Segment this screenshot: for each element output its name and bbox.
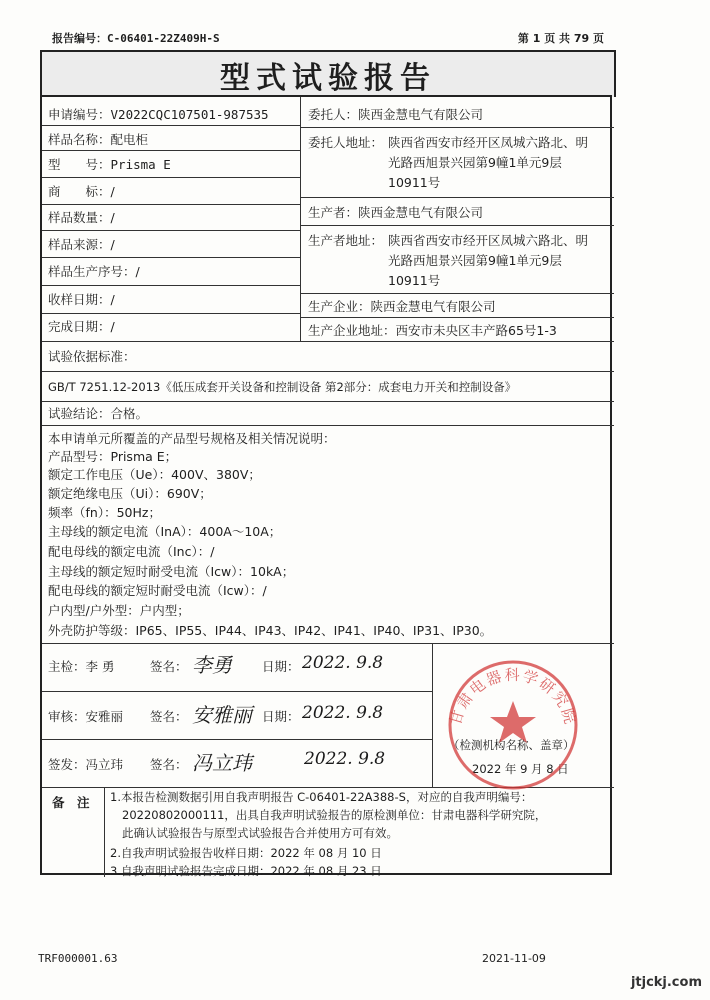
report-title-box bbox=[40, 50, 616, 97]
notes-label: 备 注 bbox=[52, 795, 90, 810]
producer-address-label: 生产者地址： bbox=[308, 233, 384, 248]
producer-address-line2: 光路西旭景兴园第9幢1单元9层 bbox=[388, 253, 562, 268]
standard-label: 试验依据标准： bbox=[48, 349, 136, 364]
producer-address-line3: 10911号 bbox=[388, 273, 441, 288]
chief-inspector-signature: 李勇 bbox=[192, 653, 232, 677]
application-no-row: 申请编号：V2022CQC107501-987535 bbox=[48, 107, 269, 122]
sample-qty-row: 样品数量：/ bbox=[48, 210, 115, 225]
finish-date-row: 完成日期：/ bbox=[48, 319, 115, 334]
issuer-date: 2022. 9.8 bbox=[304, 749, 386, 769]
coverage-line: 主母线的额定电流（InA）：400A～10A； bbox=[48, 524, 282, 539]
client-address-line3: 10911号 bbox=[388, 175, 441, 190]
test-conclusion: 试验结论：合格。 bbox=[48, 406, 149, 421]
reviewer-date-label: 日期： bbox=[262, 709, 300, 724]
stamp-caption: （检测机构名称、盖章） bbox=[448, 738, 575, 752]
coverage-line: 额定绝缘电压（Ui）：690V； bbox=[48, 486, 212, 501]
form-date: 2021-11-09 bbox=[482, 952, 546, 965]
column-divider bbox=[300, 97, 301, 341]
note-item: 3.自我声明试验报告完成日期：2022 年 08 月 23 日 bbox=[110, 864, 382, 878]
coverage-line: 配电母线的额定电流（Inc）：/ bbox=[48, 544, 215, 559]
factory-row: 生产企业：陕西金慧电气有限公司 bbox=[308, 299, 496, 314]
issuer-row: 签发：冯立玮 bbox=[48, 757, 124, 772]
chief-inspector-date: 2022. 9.8 bbox=[302, 653, 384, 673]
coverage-line: 外壳防护等级：IP65、IP55、IP44、IP43、IP42、IP41、IP40、IP31、IP30。 bbox=[48, 623, 493, 638]
coverage-intro: 本申请单元所覆盖的产品型号规格及相关情况说明： bbox=[48, 431, 336, 446]
report-title: 型式试验报告 bbox=[220, 60, 436, 96]
model-row: 型 号：Prisma E bbox=[48, 157, 171, 172]
coverage-line: 额定工作电压（Ue）：400V、380V； bbox=[48, 467, 261, 482]
note-item: 此确认试验报告与原型式试验报告合并使用方可有效。 bbox=[122, 826, 398, 840]
report-number: 报告编号：C-06401-22Z409H-S bbox=[52, 32, 220, 45]
factory-address-row: 生产企业地址：西安市未央区丰产路65号1-3 bbox=[308, 323, 557, 338]
chief-inspector-date-label: 日期： bbox=[262, 659, 300, 674]
note-item: 1.本报告检测数据引用自我声明报告 C-06401-22A388-S，对应的自我声明编号： bbox=[110, 790, 533, 804]
coverage-line: 主母线的额定短时耐受电流（Icw）：10kA； bbox=[48, 564, 295, 579]
issuer-sign-label: 签名： bbox=[150, 757, 188, 772]
reviewer-row: 审核：安雅丽 bbox=[48, 709, 124, 724]
reviewer-sign-label: 签名： bbox=[150, 709, 188, 724]
watermark: jtjckj.com bbox=[630, 975, 702, 990]
client-address-label: 委托人地址： bbox=[308, 135, 384, 150]
sample-name-row: 样品名称：配电柜 bbox=[48, 132, 149, 147]
sample-source-row: 样品来源：/ bbox=[48, 237, 115, 252]
receive-date-row: 收样日期：/ bbox=[48, 292, 115, 307]
coverage-line: 频率（fn）：50Hz； bbox=[48, 505, 161, 520]
client-address-line2: 光路西旭景兴园第9幢1单元9层 bbox=[388, 155, 562, 170]
coverage-line: 户内型/户外型：户内型； bbox=[48, 603, 190, 618]
official-seal bbox=[438, 653, 588, 793]
serial-no-row: 样品生产序号：/ bbox=[48, 264, 140, 279]
svg-text:甘肃电器科学研究院: 甘肃电器科学研究院 bbox=[446, 665, 580, 728]
coverage-line: 配电母线的额定短时耐受电流（Icw）：/ bbox=[48, 583, 267, 598]
client-address-line1: 陕西省西安市经开区凤城六路北、明 bbox=[388, 135, 589, 150]
note-item: 20220802000111，出具自我声明试验报告的原检测单位：甘肃电器科学研究院， bbox=[122, 808, 547, 822]
issuer-signature: 冯立玮 bbox=[192, 751, 252, 775]
coverage-line: 产品型号：Prisma E； bbox=[48, 449, 178, 464]
client-row: 委托人：陕西金慧电气有限公司 bbox=[308, 107, 484, 122]
producer-row: 生产者：陕西金慧电气有限公司 bbox=[308, 205, 484, 220]
form-code: TRF000001.63 bbox=[38, 952, 118, 965]
chief-inspector-row: 主检：李 勇 bbox=[48, 659, 115, 674]
trademark-row: 商 标：/ bbox=[48, 184, 115, 199]
reviewer-date: 2022. 9.8 bbox=[302, 703, 384, 723]
reviewer-signature: 安雅丽 bbox=[192, 703, 252, 727]
producer-address-line1: 陕西省西安市经开区凤城六路北、明 bbox=[388, 233, 589, 248]
signature-divider bbox=[432, 643, 433, 787]
notes-divider bbox=[104, 787, 105, 877]
stamp-date: 2022 年 9 月 8 日 bbox=[472, 762, 569, 776]
chief-inspector-sign-label: 签名： bbox=[150, 659, 188, 674]
note-item: 2.自我声明试验报告收样日期：2022 年 08 月 10 日 bbox=[110, 846, 382, 860]
standard-value: GB/T 7251.12-2013《低压成套开关设备和控制设备 第2部分：成套电力开关和控制设备》 bbox=[48, 380, 517, 394]
page-info: 第 1 页 共 79 页 bbox=[517, 32, 604, 45]
